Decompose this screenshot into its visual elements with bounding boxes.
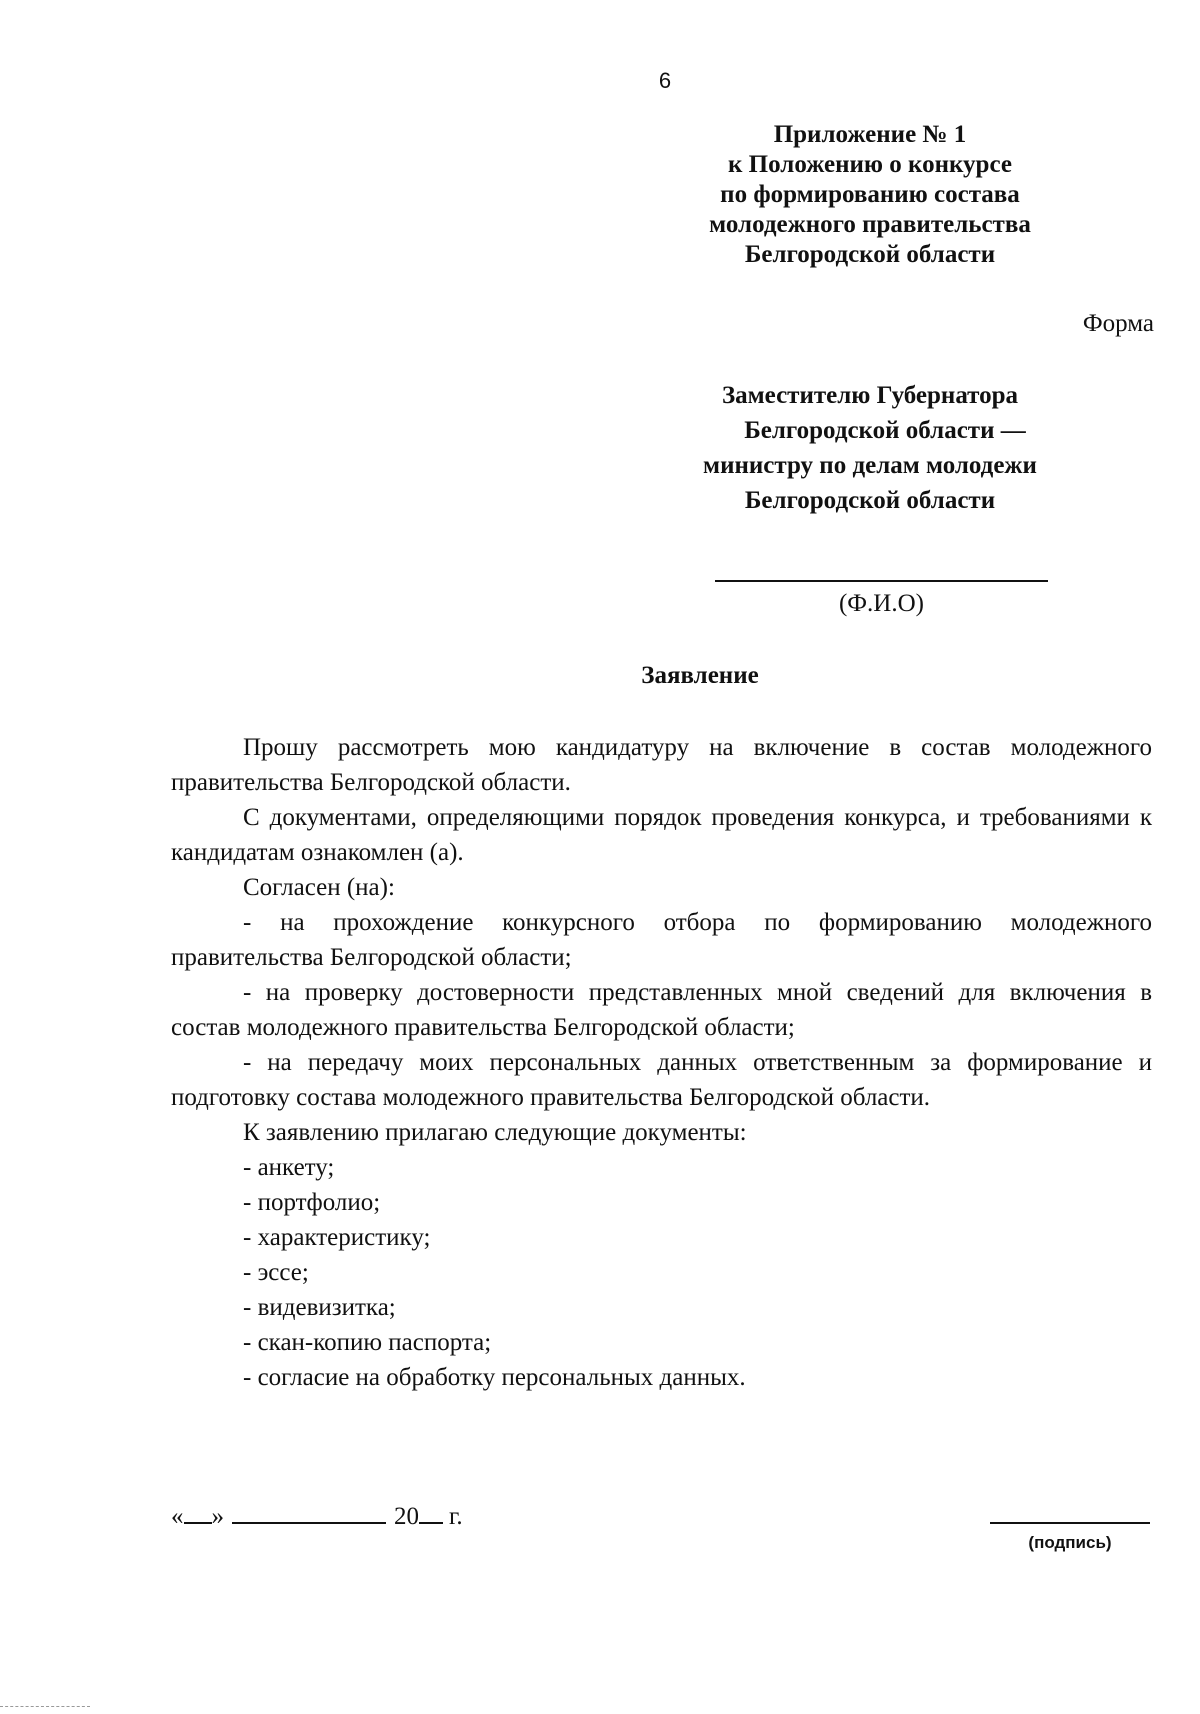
- addressee-line: Заместителю Губернатора: [721, 382, 1019, 409]
- paragraph: - на передачу моих персональных данных ответственным за формирование и подготовку состава молодежного правительства Белгородской области.: [171, 1049, 1152, 1111]
- date-open-quote: «: [171, 1503, 184, 1530]
- paragraph: Согласен (на):: [243, 874, 395, 901]
- page-number: 6: [658, 68, 672, 93]
- paragraph: Прошу рассмотреть мою кандидатуру на включение в состав молодежного правительства Белгородской области.: [171, 734, 1152, 796]
- fio-blank-line: [715, 580, 1048, 582]
- year-prefix: 20: [394, 1503, 419, 1530]
- appendix-line: Белгородской области: [744, 241, 996, 268]
- addressee-line: министру по делам молодежи: [703, 452, 1037, 479]
- document-list-item: - эссе;: [243, 1259, 309, 1286]
- addressee-line: Белгородской области —: [744, 417, 1026, 444]
- day-blank: [184, 1500, 212, 1524]
- document-list-item: - видевизитка;: [243, 1294, 396, 1321]
- form-label: Форма: [1082, 310, 1154, 337]
- scan-artifact-line: [0, 1706, 90, 1707]
- signature-label: (подпись): [1028, 1533, 1112, 1552]
- signature-blank-line: [990, 1522, 1150, 1524]
- addressee-line: Белгородской области: [744, 487, 996, 514]
- date-line: [171, 1500, 463, 1531]
- document-list-item: - скан-копию паспорта;: [243, 1329, 492, 1356]
- year-blank: [419, 1500, 443, 1524]
- document-title: Заявление: [641, 662, 759, 689]
- appendix-line: к Положению о конкурсе: [728, 151, 1012, 178]
- appendix-line: Приложение № 1: [773, 121, 967, 148]
- month-blank: [232, 1500, 386, 1524]
- appendix-line: молодежного правительства: [709, 211, 1031, 238]
- document-list-item: - согласие на обработку персональных данных.: [243, 1364, 746, 1391]
- appendix-line: по формированию состава: [720, 181, 1020, 208]
- application-body: [171, 730, 1152, 1395]
- paragraph: К заявлению прилагаю следующие документы:: [243, 1119, 747, 1146]
- document-list-item: - характеристику;: [243, 1224, 431, 1251]
- addressee-block: [660, 378, 1080, 518]
- document-list-item: - анкету;: [243, 1154, 335, 1181]
- paragraph: - на прохождение конкурсного отбора по формированию молодежного правительства Белгородской области;: [171, 909, 1152, 971]
- paragraph: - на проверку достоверности представленных мной сведений для включения в состав молодежного правительства Белгородской области;: [171, 979, 1152, 1041]
- year-suffix: г.: [449, 1503, 463, 1530]
- document-list-item: - портфолио;: [243, 1189, 381, 1216]
- appendix-header: [660, 120, 1080, 270]
- date-close-quote: »: [211, 1503, 224, 1530]
- paragraph: С документами, определяющими порядок проведения конкурса, и требованиями к кандидатам ознакомлен (а).: [171, 804, 1152, 866]
- fio-label: (Ф.И.О): [838, 590, 924, 617]
